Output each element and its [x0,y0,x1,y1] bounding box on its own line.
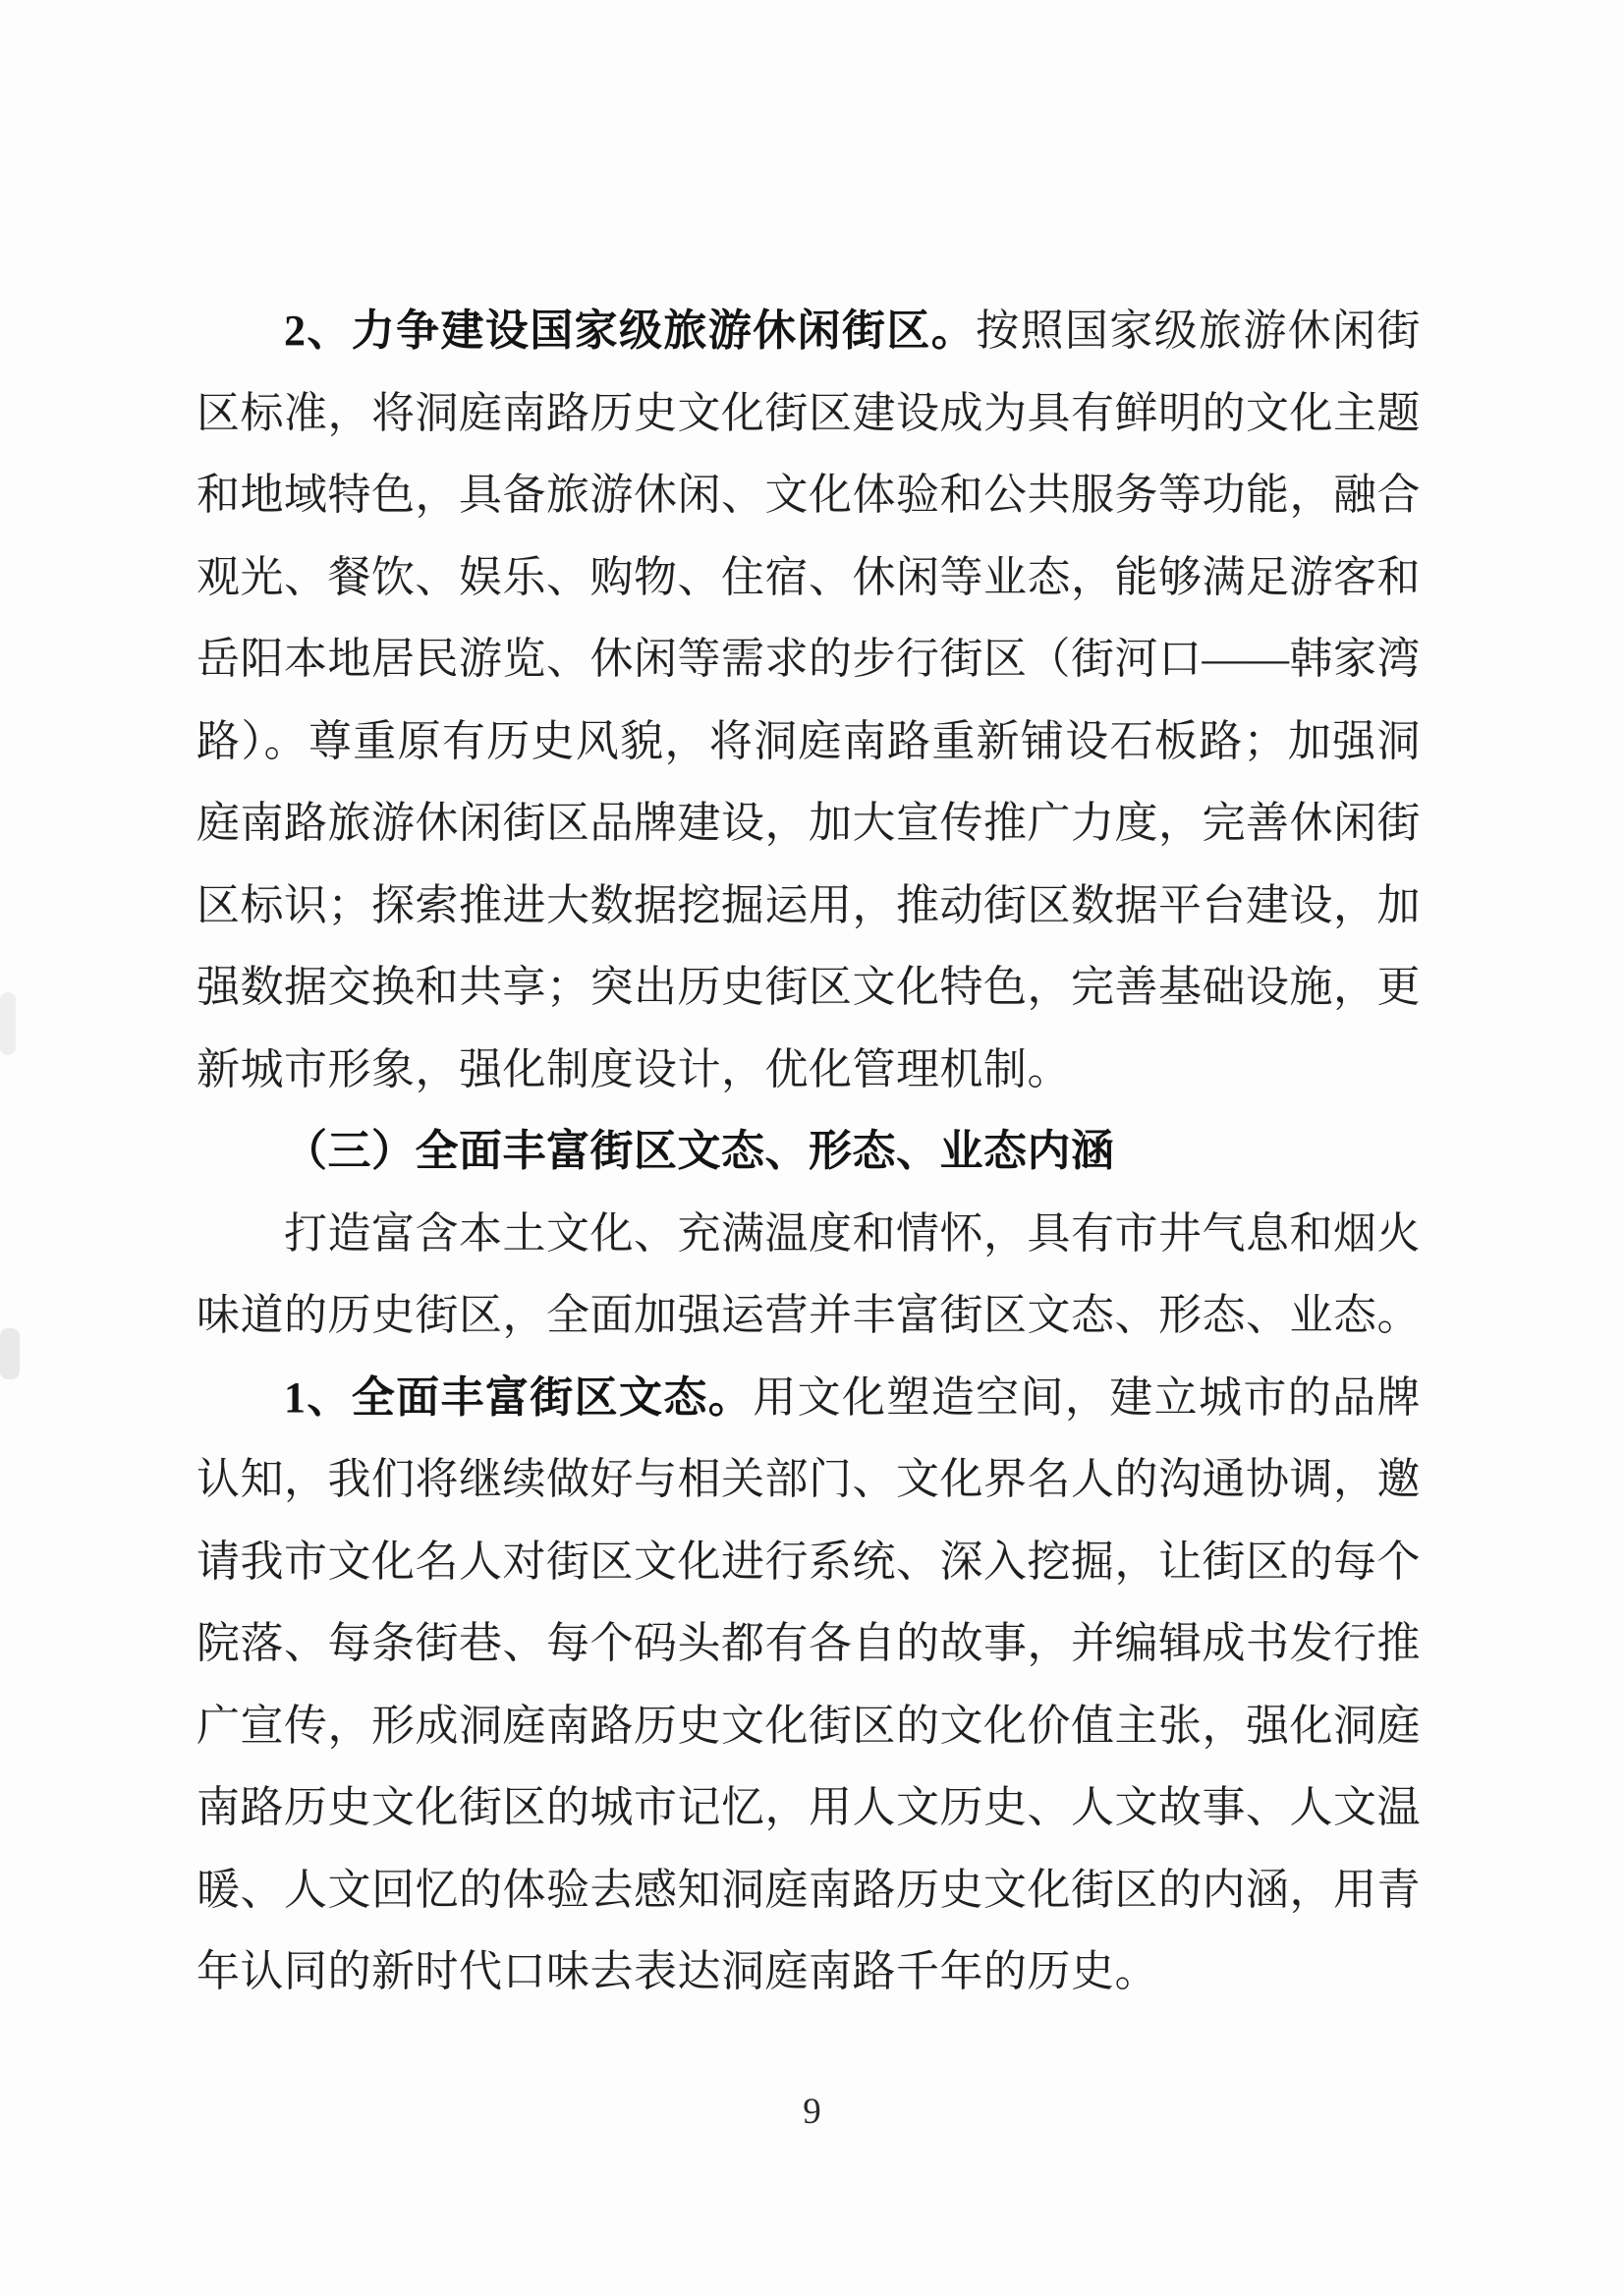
body-text: 味道的历史街区，全面加强运营并丰富街区文态、形态、业态。 [196,1291,1421,1339]
body-text: 岳阳本地居民游览、休闲等需求的步行街区（街河口——韩家湾 [196,635,1421,683]
body-text: 暖、人文回忆的体验去感知洞庭南路历史文化街区的内涵，用青 [196,1865,1421,1914]
body-text: 强数据交换和共享；突出历史街区文化特色，完善基础设施，更 [196,963,1421,1011]
scan-artifact [0,1328,20,1379]
body-text: 院落、每条街巷、每个码头都有各自的故事，并编辑成书发行推 [196,1619,1421,1667]
text-line [196,1357,1421,1439]
body-text: 庭南路旅游休闲街区品牌建设，加大宣传推广力度，完善休闲街 [196,799,1421,847]
text-line [196,1685,1421,1767]
body-text: 区标准，将洞庭南路历史文化街区建设成为具有鲜明的文化主题 [196,388,1421,437]
body-text: 和地域特色，具备旅游休闲、文化体验和公共服务等功能，融合 [196,471,1421,519]
text-line [196,1193,1421,1275]
bold-text: 2、力争建设国家级旅游休闲街区。 [284,307,977,355]
body-text: 南路历史文化街区的城市记忆，用人文历史、人文故事、人文温 [196,1783,1421,1831]
body-text: 用文化塑造空间，建立城市的品牌 [753,1372,1422,1422]
text-line [196,372,1421,455]
text-line [196,1931,1421,2013]
bold-text: 1、全面丰富街区文态。 [284,1372,754,1422]
body-text: 年认同的新时代口味去表达洞庭南路千年的历史。 [196,1947,1158,1995]
text-line [196,946,1421,1029]
text-line [196,782,1421,865]
body-text: 认知，我们将继续做好与相关部门、文化界名人的沟通协调，邀 [196,1455,1421,1503]
text-line [196,1849,1421,1931]
body-text: 新城市形象，强化制度设计，优化管理机制。 [196,1044,1071,1093]
text-line [196,1110,1421,1193]
body-text: 请我市文化名人对街区文化进行系统、深入挖掘，让街区的每个 [196,1537,1421,1586]
text-line [196,618,1421,700]
bold-text: （三）全面丰富街区文态、形态、业态内涵 [284,1127,1115,1175]
text-line [196,1438,1421,1521]
text-line [196,1766,1421,1849]
body-text: 区标识；探索推进大数据挖掘运用，推动街区数据平台建设，加 [196,880,1421,929]
text-line [196,865,1421,947]
text-line [196,700,1421,783]
text-line [196,1521,1421,1603]
body-text: 打造富含本土文化、充满温度和情怀，具有市井气息和烟火 [284,1208,1421,1258]
text-line [196,290,1421,372]
text-line [196,1029,1421,1111]
text-line [196,536,1421,619]
scan-artifact [0,992,16,1055]
text-line [196,1602,1421,1685]
page-number: 9 [803,2092,821,2132]
document-lines [196,290,1421,2013]
body-text: 按照国家级旅游休闲街 [976,307,1422,355]
text-line [196,1274,1421,1357]
text-line [196,454,1421,536]
body-text: 路）。尊重原有历史风貌，将洞庭南路重新铺设石板路；加强洞 [196,716,1421,765]
body-text: 观光、餐饮、娱乐、购物、住宿、休闲等业态，能够满足游客和 [196,552,1421,601]
body-text: 广宣传，形成洞庭南路历史文化街区的文化价值主张，强化洞庭 [196,1701,1421,1750]
